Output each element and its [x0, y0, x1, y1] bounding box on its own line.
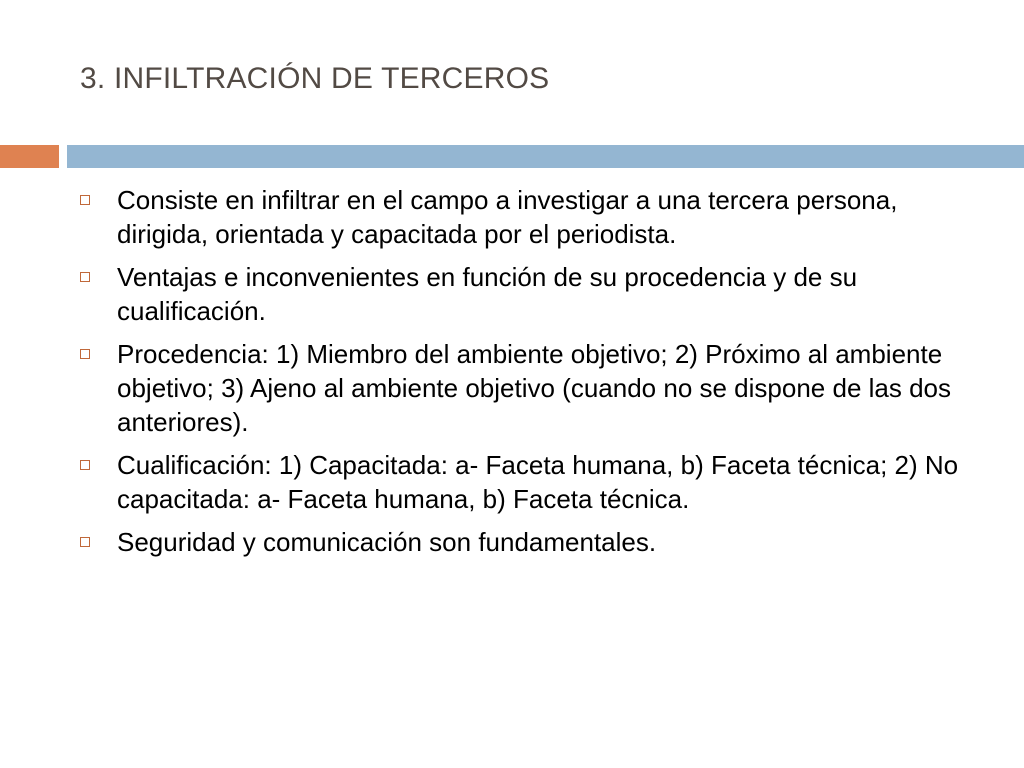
hollow-square-bullet-icon [80, 195, 90, 205]
bullet-text: Procedencia: 1) Miembro del ambiente objetivo; 2) Próximo al ambiente objetivo; 3) Ajeno al ambiente objetivo (cuando no se dispone de las dos anteriores). [117, 339, 952, 437]
bullet-text: Cualificación: 1) Capacitada: a- Faceta humana, b) Faceta técnica; 2) No capacitada: a- Faceta humana, b) Faceta técnica. [117, 450, 959, 514]
hollow-square-bullet-icon [80, 349, 90, 359]
slide-title: 3. INFILTRACIÓN DE TERCEROS [80, 62, 550, 95]
bullet-item-consiste [80, 183, 980, 251]
bullet-text: Seguridad y comunicación son fundamentales. [117, 527, 657, 557]
bullet-item-seguridad [80, 525, 980, 559]
bullet-text: Ventajas e inconvenientes en función de su procedencia y de su cualificación. [117, 262, 858, 326]
accent-bar-blue [67, 145, 1024, 168]
bullet-item-cualificacion [80, 448, 980, 516]
bullet-item-procedencia [80, 337, 980, 439]
accent-bar-orange [0, 145, 59, 168]
bullet-text: Consiste en infiltrar en el campo a investigar a una tercera persona, dirigida, orientada y capacitada por el periodista. [117, 185, 898, 249]
hollow-square-bullet-icon [80, 272, 90, 282]
bullet-list [80, 183, 980, 568]
hollow-square-bullet-icon [80, 537, 90, 547]
bullet-item-ventajas [80, 260, 980, 328]
hollow-square-bullet-icon [80, 460, 90, 470]
